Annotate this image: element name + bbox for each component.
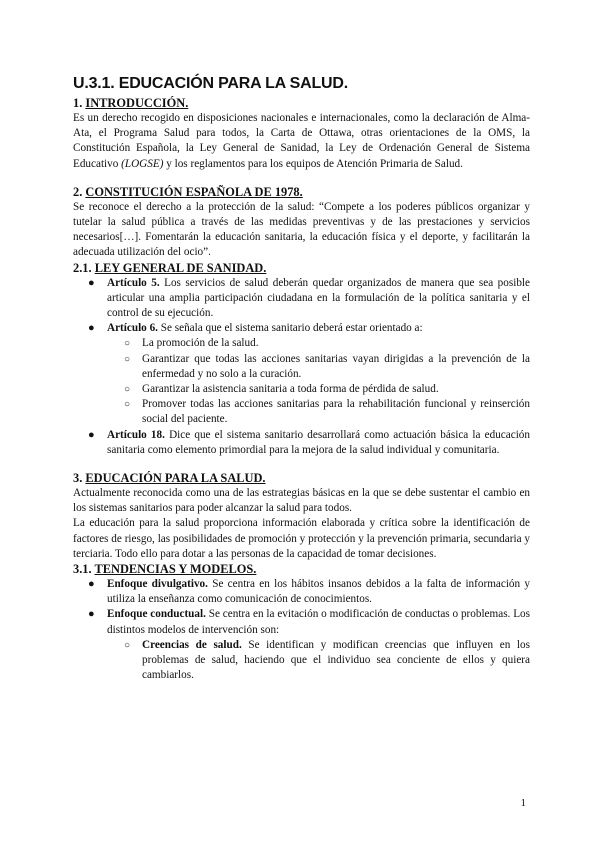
- section-heading-tendencias: [73, 562, 530, 577]
- item-bold: Enfoque divulgativo.: [107, 578, 208, 591]
- list-item: [73, 321, 530, 427]
- text-run: y los reglamentos para los equipos de Atención Primaria de Salud.: [163, 157, 463, 170]
- sub-list: [107, 336, 530, 427]
- item-text: Dice que el sistema sanitario desarrollará como actuación básica la educación sanitaria como elemento primordial para la mejora de la salud individual y comunitaria.: [107, 428, 530, 456]
- sub-item-text: La promoción de la salud.: [142, 337, 259, 350]
- section-heading-constitucion: [73, 185, 530, 200]
- sub-list-item: [107, 638, 530, 684]
- sub-item-text: Promover todas las acciones sanitarias para la rehabilitación funcional y reinserción social del paciente.: [142, 398, 530, 426]
- text-run: Es un derecho recogido en disposiciones nacionales e internacionales, como la declaración de Alma-Ata, el Programa Salud para todos, la Carta de Ottawa, otras orientaciones de la OMS, la Constitución Española, la Ley General de Sanidad, la Ley de Ordenación General de Sistema Educativo: [73, 112, 530, 170]
- section-title: EDUCACIÓN PARA LA SALUD.: [85, 471, 266, 486]
- spacer: [73, 172, 530, 185]
- sub-list-item: [107, 336, 530, 351]
- list-item: [73, 577, 530, 607]
- sub-list: [107, 638, 530, 684]
- sub-item-text: Garantizar la asistencia sanitaria a toda forma de pérdida de salud.: [142, 383, 439, 396]
- item-text: Se señala que el sistema sanitario deberá estar orientado a:: [157, 322, 423, 335]
- section-number: 3.1.: [73, 562, 95, 577]
- section-heading-introduccion: [73, 96, 530, 111]
- section-number: 1.: [73, 96, 86, 110]
- item-bold: Enfoque conductual.: [107, 608, 206, 621]
- circle-bullet-icon: ○: [124, 353, 131, 365]
- circle-bullet-icon: ○: [124, 384, 131, 396]
- document-title: U.3.1. EDUCACIÓN PARA LA SALUD.: [73, 75, 349, 92]
- section-number: 3.: [73, 471, 86, 486]
- item-text: Se centra en los hábitos insanos debidos a la falta de información y utiliza la enseñanza como comunicación de conocimientos.: [107, 578, 530, 606]
- article-list: [73, 276, 530, 458]
- paragraph-introduccion: [73, 111, 530, 172]
- paragraph-educacion-2: La educación para la salud proporciona información elaborada y crítica sobre la identificación de factores de riesgo, las posibilidades de promoción y protección y la prevención primaria, secundaria y terciaria. Todo ello para dotar a las personas de la capacidad de tomar decisiones.: [73, 517, 530, 560]
- sub-item-text: Se identifican y modifican creencias que influyen en los problemas de salud, haciendo que el individuo sea conciente de ellos y quiera cambiarlos.: [142, 638, 530, 682]
- bullet-icon: ●: [88, 276, 95, 289]
- item-text: Se centra en la evitación o modificación de conductas o problemas. Los distintos modelos de intervención son:: [107, 608, 530, 636]
- section-number: 2.1.: [73, 260, 95, 275]
- sub-list-item: [107, 382, 530, 397]
- sub-list-item: [107, 397, 530, 427]
- section-title: TENDENCIAS Y MODELOS.: [94, 562, 257, 577]
- item-bold: Artículo 18.: [107, 428, 165, 441]
- section-title: LEY GENERAL DE SANIDAD.: [94, 260, 267, 275]
- paragraph-constitucion: Se reconoce el derecho a la protección de la salud: “Compete a los poderes públicos organizar y tutelar la salud pública a través de las medidas preventivas y de las prestaciones y servicios necesarios[…]. Fomentarán la educación sanitaria, la educación física y el deporte, y facilitarán la adecuada utilización del ocio”.: [73, 200, 530, 259]
- circle-bullet-icon: ○: [124, 639, 131, 651]
- item-text: Los servicios de salud deberán quedar organizados de manera que sea posible articular una amplia participación ciudadana en la formulación de la política sanitaria y el control de su ejecución.: [107, 276, 530, 320]
- circle-bullet-icon: ○: [124, 399, 131, 411]
- item-bold: Creencias de salud.: [142, 638, 242, 651]
- bullet-icon: ●: [88, 322, 95, 335]
- sub-item-text: Garantizar que todas las acciones sanitarias vayan dirigidas a la prevención de la enfermedad y no solo a la curación.: [142, 352, 530, 380]
- section-heading-ley-general: [73, 261, 530, 276]
- italic-text: (LOGSE): [121, 157, 164, 170]
- sub-list-item: [107, 352, 530, 382]
- page-number: 1: [520, 797, 526, 809]
- item-bold: Artículo 6.: [107, 322, 158, 335]
- paragraph-educacion-1: Actualmente reconocida como una de las estrategias básicas en la que se debe sustentar el cambio en los sistemas sanitarios para poder alcanzar la salud para todos.: [73, 487, 530, 515]
- section-title: INTRODUCCIÓN.: [85, 96, 189, 110]
- circle-bullet-icon: ○: [124, 338, 131, 350]
- bullet-icon: ●: [88, 428, 95, 441]
- section-title: CONSTITUCIÓN ESPAÑOLA DE 1978.: [85, 184, 303, 199]
- list-item: [73, 607, 530, 683]
- spacer: [73, 458, 530, 471]
- section-number: 2.: [73, 184, 86, 199]
- list-item: [73, 428, 530, 458]
- model-list: [73, 577, 530, 683]
- list-item: [73, 276, 530, 322]
- bullet-icon: ●: [88, 608, 95, 621]
- item-bold: Artículo 5.: [107, 276, 160, 289]
- section-heading-educacion: [73, 471, 530, 486]
- bullet-icon: ●: [88, 578, 95, 591]
